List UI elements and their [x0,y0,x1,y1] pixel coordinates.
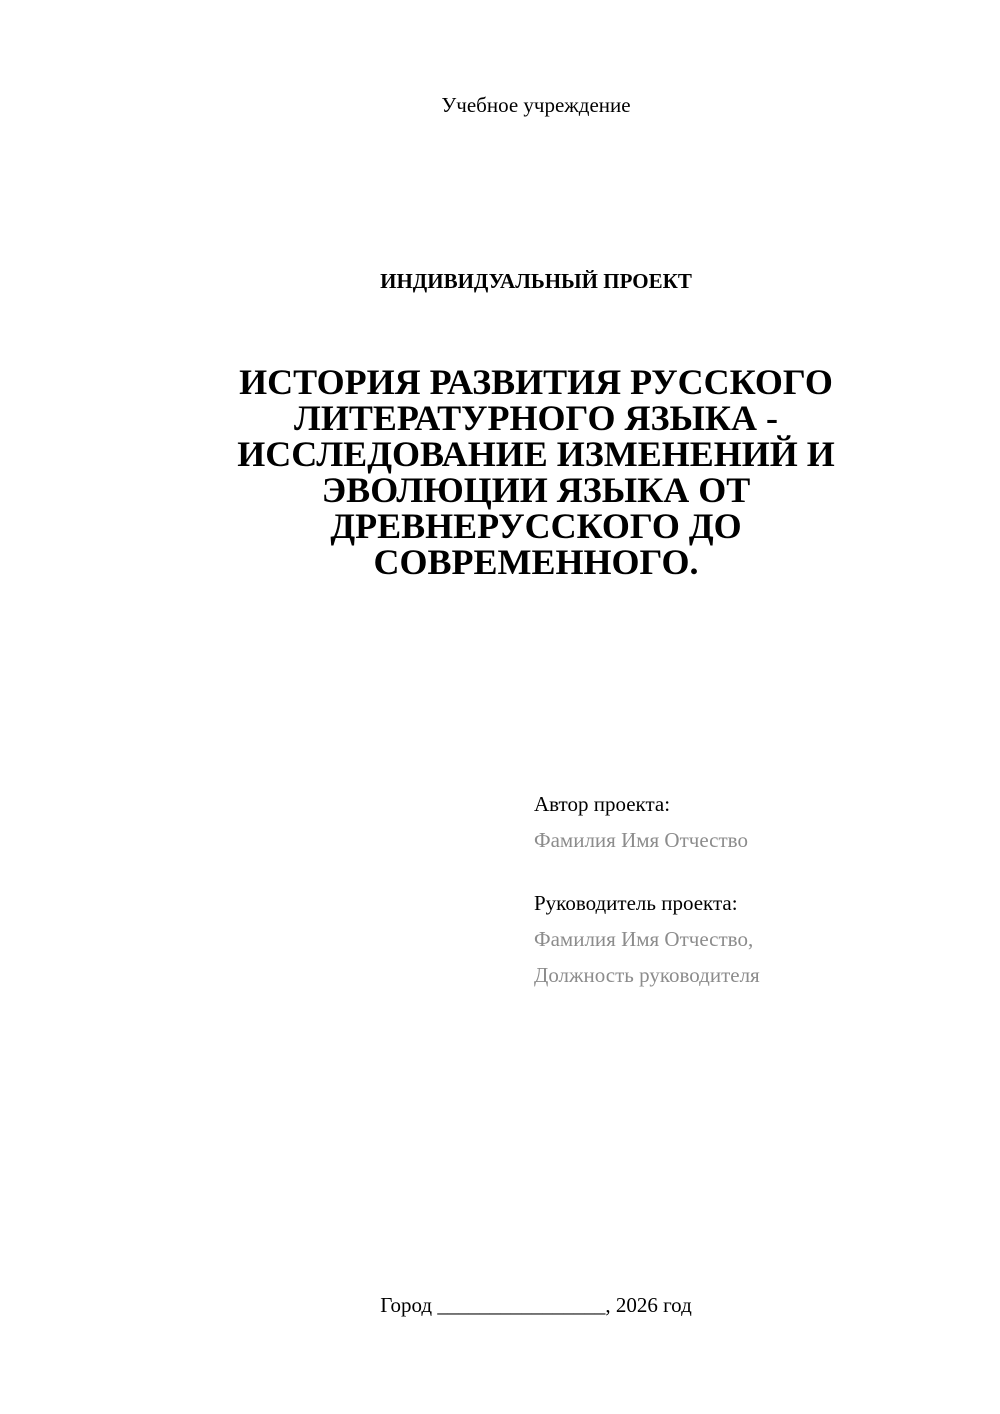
title-line: ЭВОЛЮЦИИ ЯЗЫКА ОТ [321,470,751,510]
title-line: ЛИТЕРАТУРНОГО ЯЗЫКА - [294,398,778,438]
author-name: Фамилия Имя Отчество [534,828,748,852]
title-line: ИСТОРИЯ РАЗВИТИЯ РУССКОГО [239,362,833,402]
city-year-line: Город ________________, 2026 год [380,1293,692,1317]
title-line: ИССЛЕДОВАНИЕ ИЗМЕНЕНИЙ И [237,434,835,474]
project-title [200,364,872,580]
title-line: ДРЕВНЕРУССКОГО ДО [330,506,742,546]
credits-spacer [534,858,964,885]
title-line: СОВРЕМЕННОГО. [373,542,699,582]
supervisor-position: Должность руководителя [534,963,760,987]
institution-name: Учебное учреждение [441,93,631,117]
credits-block [534,786,964,993]
project-type-heading: ИНДИВИДУАЛЬНЫЙ ПРОЕКТ [380,269,692,293]
author-label: Автор проекта: [534,792,671,816]
supervisor-name: Фамилия Имя Отчество, [534,927,754,951]
supervisor-label: Руководитель проекта: [534,891,738,915]
